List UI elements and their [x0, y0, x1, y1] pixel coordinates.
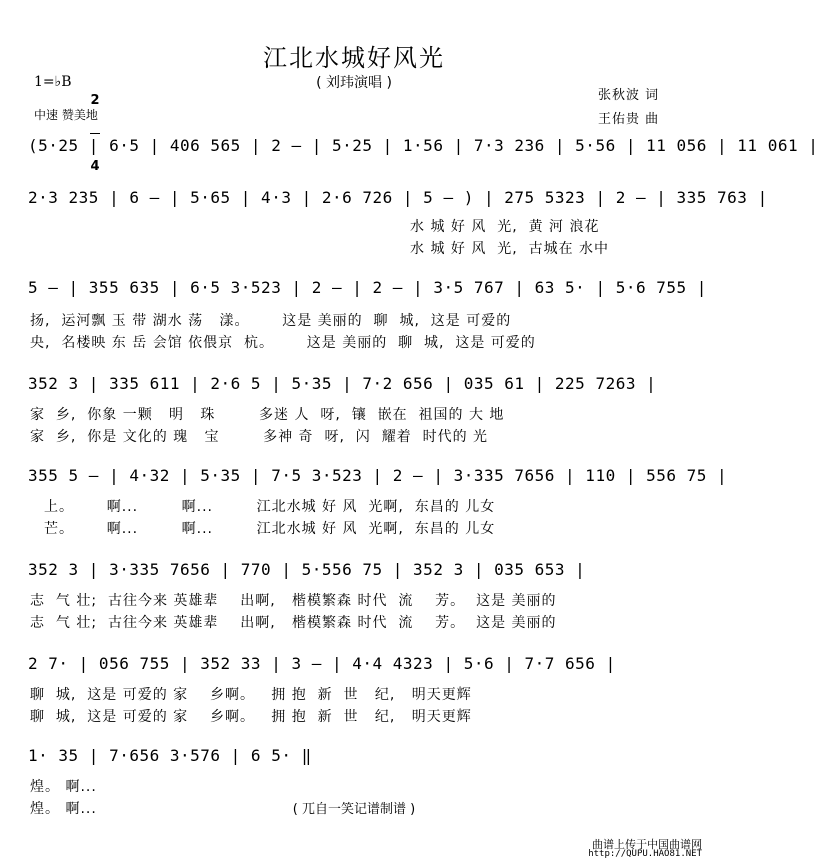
score-line-2: 2·3 235 | 6 – | 5·65 | 4·3 | 2·6 726 | 5 – ) | 275 5323 | 2 – | 335 763 |	[28, 188, 768, 207]
tempo-marking: 中速 赞美地	[34, 108, 98, 122]
composer-credit: 王佑贵 曲	[598, 112, 660, 127]
score-line-8: 1· 35 | 7·656 3·576 | 6 5· ‖	[28, 746, 312, 765]
meter-top: 2	[90, 93, 100, 108]
site-url: http://QUPU.HAO81.NET	[588, 849, 702, 859]
time-signature	[90, 68, 100, 186]
key-signature: 1=♭B	[34, 74, 72, 90]
lyric-line-6-verse-2: 志 气 壮; 古往今来 英雄辈 出啊, 楷模繁森 时代 流 芳。 这是 美丽的	[30, 615, 557, 631]
lyric-line-6-verse-1: 志 气 壮; 古往今来 英雄辈 出啊, 楷模繁森 时代 流 芳。 这是 美丽的	[30, 593, 557, 609]
lyric-line-3-verse-2: 央, 名楼映 东 岳 会馆 依偎京 杭。 这是 美丽的 聊 城, 这是 可爱的	[30, 335, 536, 351]
score-line-3: 5 – | 355 635 | 6·5 3·523 | 2 – | 2 – | 3·5 767 | 63 5· | 5·6 755 |	[28, 278, 707, 297]
lyric-line-7-verse-1: 聊 城, 这是 可爱的 家 乡啊。 拥 抱 新 世 纪, 明天更辉	[30, 687, 472, 703]
lyric-line-3-verse-1: 扬, 运河飘 玉 带 湖水 荡 漾。 这是 美丽的 聊 城, 这是 可爱的	[30, 313, 512, 329]
lyric-line-2-verse-2: 水 城 好 风 光, 古城在 水中	[410, 241, 610, 257]
lyric-line-4-verse-1: 家 乡, 你象 一颗 明 珠 多迷 人 呀, 镶 嵌在 祖国的 大 地	[30, 407, 505, 423]
score-line-1: (5·25 | 6·5 | 406 565 | 2 – | 5·25 | 1·56 | 7·3 236 | 5·56 | 11 056 | 11 061 |	[28, 136, 818, 155]
singer-credit: ( 刘玮演唱 )	[316, 75, 392, 91]
lyric-line-5-verse-1: 上。 啊... 啊... 江北水城 好 风 光啊, 东昌的 儿女	[44, 499, 496, 515]
lyric-line-2-verse-1: 水 城 好 风 光, 黄 河 浪花	[410, 219, 600, 235]
lyricist-credit: 张秋波 词	[598, 88, 660, 103]
score-line-7: 2 7· | 056 755 | 352 33 | 3 – | 4·4 4323 | 5·6 | 7·7 656 |	[28, 654, 616, 673]
score-line-5: 355 5 – | 4·32 | 5·35 | 7·5 3·523 | 2 – | 3·335 7656 | 110 | 556 75 |	[28, 466, 728, 485]
meter-divider	[90, 133, 100, 134]
lyric-line-8-verse-2: 煌。 啊...	[30, 801, 97, 817]
lyric-line-5-verse-2: 芒。 啊... 啊... 江北水城 好 风 光啊, 东昌的 儿女	[44, 521, 496, 537]
song-title: 江北水城好风光	[263, 44, 445, 72]
site-watermark: 曲谱上传于中国曲谱网	[592, 838, 702, 851]
lyric-line-8-verse-1: 煌。 啊...	[30, 779, 97, 795]
score-line-4: 352 3 | 335 611 | 2·6 5 | 5·35 | 7·2 656 | 035 61 | 225 7263 |	[28, 374, 657, 393]
score-line-6: 352 3 | 3·335 7656 | 770 | 5·556 75 | 352 3 | 035 653 |	[28, 560, 586, 579]
score-maker-credit: ( 兀自一笑记谱制谱 )	[292, 802, 416, 817]
lyric-line-4-verse-2: 家 乡, 你是 文化的 瑰 宝 多神 奇 呀, 闪 耀着 时代的 光	[30, 429, 489, 445]
meter-bottom: 4	[90, 159, 100, 174]
lyric-line-7-verse-2: 聊 城, 这是 可爱的 家 乡啊。 拥 抱 新 世 纪, 明天更辉	[30, 709, 472, 725]
